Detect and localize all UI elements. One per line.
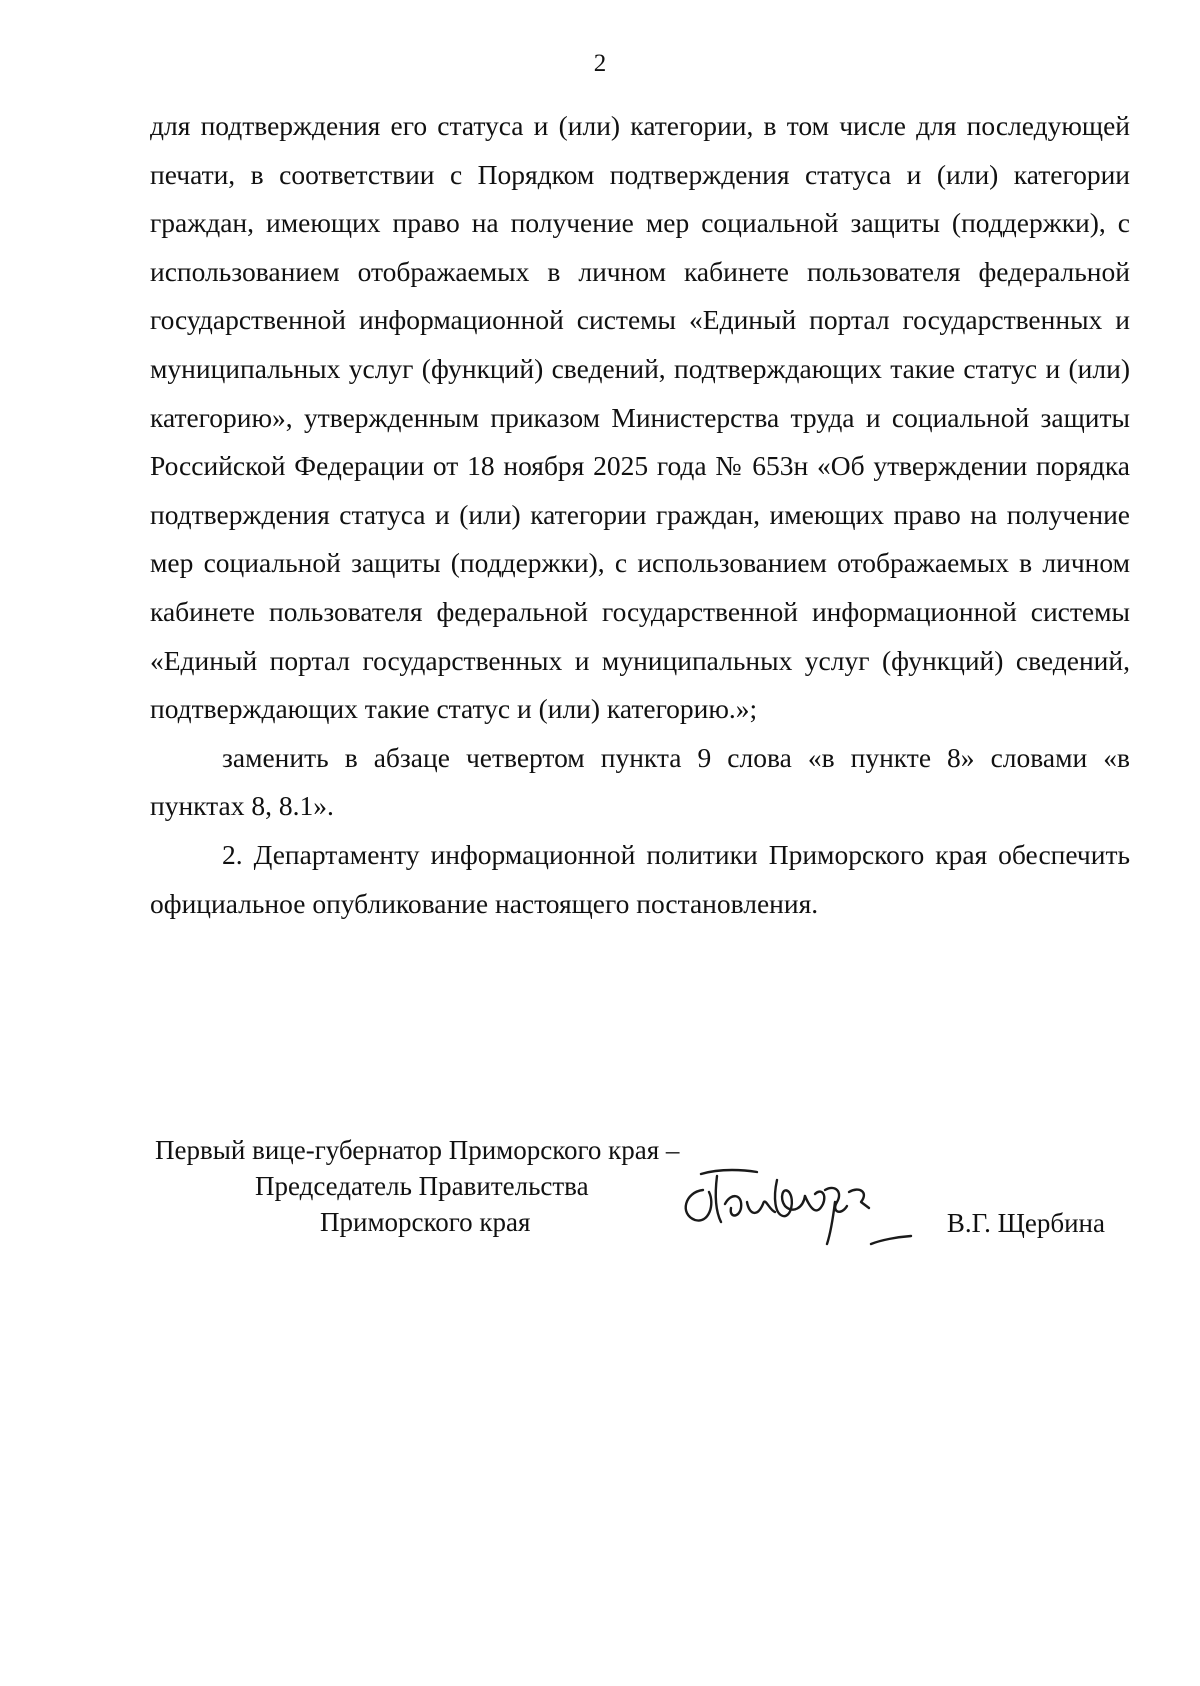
signatory-title-line-3: Приморского края (320, 1207, 531, 1237)
paragraph-item-2: 2. Департаменту информационной политики Приморского края обеспечить официальное опубликование настоящего постановления. (150, 838, 1130, 919)
signatory-name: В.Г. Щербина (946, 1208, 1105, 1238)
signatory-title (155, 1132, 715, 1240)
page-number: 2 (593, 50, 607, 77)
handwritten-signature-icon (665, 1152, 925, 1252)
signature-block (155, 1132, 1135, 1262)
document-body (150, 102, 1130, 928)
signatory-title-line-1: Первый вице-губернатор Приморского края – (155, 1135, 680, 1165)
paragraph-continuation: для подтверждения его статуса и (или) категории, в том числе для последующей печати, в соответствии с Порядком подтверждения статуса и (или) категории граждан, имеющих право на получение мер социальной защиты (поддержки), с использованием отображаемых в личном кабинете пользователя федеральной государственной информационной системы «Единый портал государственных и муниципальных услуг (функций) сведений, подтверждающих такие статус и (или) категорию», утвержденным приказом Министерства труда и социальной защиты Российской Федерации от 18 ноября 2025 года № 653н «Об утверждении порядка подтверждения статуса и (или) категории граждан, имеющих право на получение мер социальной защиты (поддержки), с использованием отображаемых в личном кабинете пользователя федеральной государственной информационной системы «Единый портал государственных и муниципальных услуг (функций) сведений, подтверждающих такие статус и (или) категорию.»; (150, 110, 1130, 725)
signatory-title-line-2: Председатель Правительства (255, 1171, 589, 1201)
paragraph-amendment: заменить в абзаце четвертом пункта 9 слова «в пункте 8» словами «в пунктах 8, 8.1». (150, 741, 1130, 822)
